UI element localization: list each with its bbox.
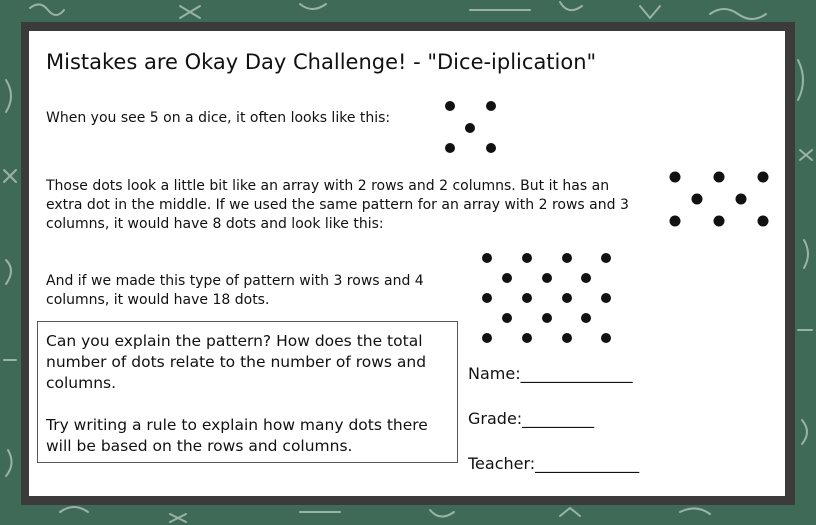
dot (482, 253, 492, 263)
dot (758, 172, 769, 183)
name-field[interactable]: Name:______________ (468, 364, 633, 383)
pattern-question: Can you explain the pattern? How does the total number of dots relate to the number of rows and columns. (46, 332, 427, 392)
dot (542, 273, 552, 283)
dot (465, 123, 475, 133)
dot (542, 313, 552, 323)
dot (482, 333, 492, 343)
paragraph-3x4-pattern: And if we made this type of pattern with 3 rows and 4 columns, it would have 18 dots. (46, 273, 424, 308)
dot (486, 143, 496, 153)
intro-text: When you see 5 on a dice, it often looks like this: (46, 110, 391, 126)
dot (562, 293, 572, 303)
rule-prompt: Try writing a rule to explain how many dots there will be based on the rows and columns. (46, 416, 428, 455)
dot (562, 253, 572, 263)
dot (714, 172, 725, 183)
dot (581, 313, 591, 323)
dot (486, 101, 496, 111)
dot (522, 253, 532, 263)
paragraph-2x3-pattern: Those dots look a little bit like an array with 2 rows and 2 columns. But it has an extra dot in the middle. If we used the same pattern for an array with 2 rows and 3 columns, it would have 8 dots and look like this: (46, 178, 629, 232)
dot (601, 333, 611, 343)
dot (758, 216, 769, 227)
dot (601, 293, 611, 303)
dot-pattern-3x4 (476, 247, 618, 349)
teacher-field[interactable]: Teacher:_____________ (468, 454, 640, 473)
question-box (37, 321, 458, 463)
question-box-text (46, 331, 446, 457)
dot (670, 172, 681, 183)
dot (445, 143, 455, 153)
dot (445, 101, 455, 111)
dot (522, 293, 532, 303)
dot (581, 273, 591, 283)
dot (692, 194, 703, 205)
dot-pattern-2x3 (664, 165, 778, 233)
grade-field[interactable]: Grade:_________ (468, 409, 595, 428)
dot (670, 216, 681, 227)
dot (482, 293, 492, 303)
dice-five-pattern (440, 96, 504, 160)
dot (736, 194, 747, 205)
dot (562, 333, 572, 343)
dot (502, 273, 512, 283)
dot (502, 313, 512, 323)
page-title: Mistakes are Okay Day Challenge! - "Dice-iplication" (46, 50, 597, 74)
dot (601, 253, 611, 263)
dot (714, 216, 725, 227)
dot (522, 333, 532, 343)
